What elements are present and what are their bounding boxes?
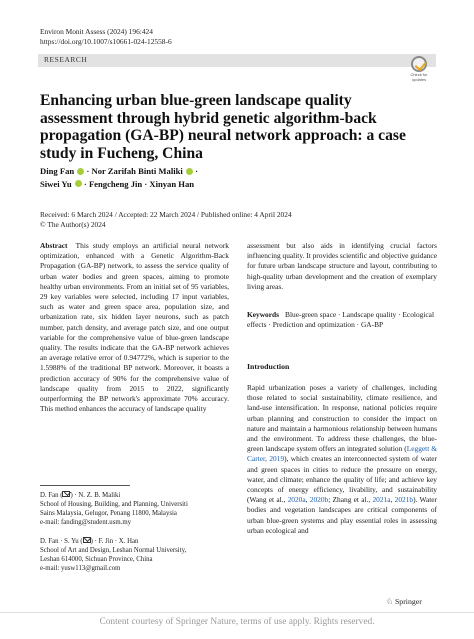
keywords-text: Blue-green space · Landscape quality · Ecological effects · Prediction and optimization · GA-BP	[247, 310, 435, 330]
citation-link[interactable]: Leggett & Carter, 2019	[247, 444, 438, 464]
envelope-icon	[62, 491, 70, 497]
dates-line: Received: 6 March 2024 / Accepted: 22 March 2024 / Published online: 4 April 2024	[40, 210, 292, 219]
check-for-updates-badge[interactable]	[406, 56, 432, 82]
journal-header	[40, 27, 172, 47]
affiliation-block: D. Fan · S. Yu ( ) · F. Jin · X. Han School of Art and Design, Leshan Normal University, Leshan 614000, Sichuan Province, China e-mail: yusw113@gmail.com	[40, 537, 230, 573]
envelope-icon	[83, 537, 91, 543]
article-type-bar	[38, 54, 436, 67]
footer-notice: Content courtesy of Springer Nature, terms of use apply. Rights reserved.	[99, 617, 375, 627]
citation-link[interactable]: 2020b	[309, 495, 329, 505]
author-name[interactable]: Fengcheng Jin	[88, 178, 143, 189]
author-name[interactable]: Ding Fan	[40, 166, 75, 176]
citation-link[interactable]: 2020a	[287, 495, 306, 505]
affiliation-block: D. Fan ( ) · N. Z. B. Maliki School of Housing, Building, and Planning, Universiti Sains Malaysia, Gelugor, Penang 11800, Malaysia e-mail: fanding@student.usm.my	[40, 491, 230, 527]
author-name[interactable]: Xinyan Han	[149, 178, 195, 189]
article-type-label: RESEARCH	[44, 55, 88, 64]
abstract	[40, 241, 229, 414]
orcid-icon[interactable]	[186, 168, 193, 175]
email-link[interactable]: e-mail: fanding@student.usm.my	[40, 519, 132, 526]
citation-link[interactable]: 2021a	[372, 495, 391, 505]
introduction-heading: Introduction	[247, 362, 290, 371]
introduction-text: Rapid urbanization poses a variety of challenges, including those related to social sustainability, climate resilience, and land-use intensification. In response, national policies require urban planning and construction to consider the impact on nature and maintain a harmonious relationship between humans and the environment. To address these challenges, the blue-green landscape system offers an integrated solution (Leggett & Carter, 2019), which creates an interconnected system of water and green spaces in cities to reduce the pressure on energy, water, and climate; enhance the quality of life; and achieve key concepts of energy efficiency, livability, and sustainability (Wang et al., 2020a, 2020b; Zhang et al., 2021a, 2021b). Water bodies and vegetation landscapes are critical components of urban blue-green systems and play essential roles in assessing urban ecological and	[247, 383, 438, 535]
doi-link[interactable]: https://doi.org/10.1007/s10661-024-12558-6	[40, 37, 172, 46]
orcid-icon[interactable]	[75, 180, 82, 187]
affiliation-divider	[40, 485, 130, 486]
author-list: Ding Fan · Nor Zarifah Binti Maliki · Siwei Yu · Fengcheng Jin · Xinyan Han	[40, 166, 198, 189]
publisher-name: Springer	[394, 597, 422, 606]
springer-horse-icon: ♘	[386, 597, 393, 606]
keywords-label: Keywords	[247, 310, 280, 319]
copyright-line: © The Author(s) 2024	[40, 220, 106, 229]
abstract-label: Abstract	[40, 241, 68, 250]
check-updates-label: Check for updates	[410, 72, 428, 82]
email-link[interactable]: e-mail: yusw113@gmail.com	[40, 565, 121, 572]
keywords	[247, 310, 437, 331]
publication-dates	[40, 210, 292, 230]
author-name[interactable]: Siwei Yu	[40, 178, 72, 189]
journal-citation: Environ Monit Assess (2024) 196:424	[40, 27, 153, 36]
publisher-logo	[386, 597, 422, 606]
footer-divider	[0, 612, 474, 613]
author-name[interactable]: Nor Zarifah Binti Maliki	[91, 166, 183, 176]
citation-link[interactable]: 2021b	[394, 495, 414, 505]
check-updates-icon	[411, 56, 427, 72]
article-title: Enhancing urban blue-green landscape quality assessment through hybrid genetic algorithm-back propagation (GA-BP) neural network approach: a case study in Fucheng, China	[40, 92, 406, 162]
abstract-continued: assessment but also aids in identifying crucial factors influencing quality. It provides scientific and objective guidance for future urban landscape structure and layout, contributing to high-quality urban development and the creation of exemplary living areas.	[247, 241, 437, 291]
abstract-text: This study employs an artificial neural network optimization, enhanced with a Genetic Algorithm-Back Propagation (GA-BP) network, to assess the service quality of urban water bodies and green spaces, aiming to promote healthy urban environments. From an initial set of 95 variables, 29 key variables were selected, including 17 input variables, such as water and green space area, population size, and urbanization rate, six hidden layer neurons, such as patch number, patch density, and average patch size, and one output variable for the comprehensive value of blue-green landscape quality. The results indicate that the GA-BP network achieves an average relative error of 0.94772%, which is superior to the 1.5988% of the traditional BP network. Moreover, it boasts a prediction accuracy of 90% for the comprehensive value of landscape quality from 2015 to 2022, significantly outperforming the BP network's approximate 70% accuracy. This method enhances the accuracy of landscape quality	[40, 241, 229, 414]
